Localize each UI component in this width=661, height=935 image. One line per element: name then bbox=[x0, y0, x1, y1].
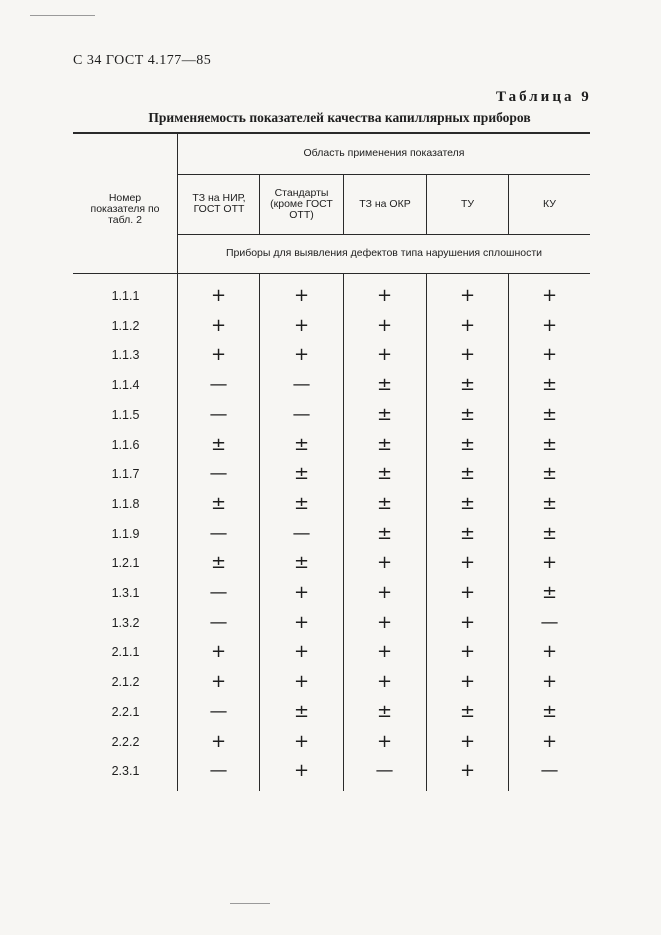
table-cell: — bbox=[209, 522, 228, 544]
table-cell: ± bbox=[459, 433, 476, 455]
table-cell: + bbox=[459, 552, 476, 574]
table-cell: + bbox=[459, 671, 476, 693]
table-cell: + bbox=[459, 344, 476, 366]
table-row bbox=[73, 638, 590, 668]
table-cell: + bbox=[376, 314, 393, 336]
table-cell: ± bbox=[376, 403, 393, 425]
header-row-id: Номер показателя по табл. 2 bbox=[90, 192, 160, 226]
table-cell: — bbox=[209, 582, 228, 603]
table-cell: — bbox=[540, 760, 559, 782]
table-cell: — bbox=[209, 403, 228, 425]
table-cell: + bbox=[210, 641, 227, 663]
table-cell: + bbox=[376, 730, 393, 752]
table-cell: ± bbox=[541, 463, 558, 485]
header-col-okr: ТЗ на ОКР bbox=[359, 198, 411, 210]
table-cell: ± bbox=[459, 522, 476, 544]
table-cell: ± bbox=[293, 552, 310, 574]
table-row bbox=[73, 431, 590, 461]
header-bottom-border bbox=[73, 273, 590, 274]
row-id: 1.1.8 bbox=[111, 496, 140, 511]
table-top-border bbox=[73, 132, 590, 134]
table-row bbox=[73, 757, 590, 787]
table-cell: + bbox=[210, 285, 227, 306]
table-row bbox=[73, 490, 590, 520]
table-cell: ± bbox=[541, 374, 558, 396]
table-cell: + bbox=[376, 611, 393, 633]
table-cell: ± bbox=[376, 433, 393, 455]
row-id: 1.1.1 bbox=[111, 289, 140, 303]
table-cell: — bbox=[209, 700, 228, 722]
table-cell: — bbox=[540, 611, 559, 633]
table-cell: ± bbox=[541, 433, 558, 455]
table-cell: + bbox=[541, 671, 558, 693]
table-cell: + bbox=[459, 582, 476, 603]
table-cell: + bbox=[459, 641, 476, 663]
table-cell: — bbox=[375, 760, 394, 782]
row-id: 1.3.1 bbox=[111, 586, 140, 600]
table-row bbox=[73, 520, 590, 550]
table-cell: + bbox=[293, 582, 310, 603]
scan-mark bbox=[30, 15, 95, 16]
row-id: 2.1.1 bbox=[111, 645, 140, 660]
page-header: С 34 ГОСТ 4.177—85 bbox=[73, 53, 212, 68]
table-cell: + bbox=[293, 671, 310, 693]
table-cell: + bbox=[541, 314, 558, 336]
table-row bbox=[73, 312, 590, 342]
table-cell: ± bbox=[376, 463, 393, 485]
row-id: 2.3.1 bbox=[111, 764, 140, 779]
table-cell: + bbox=[210, 671, 227, 693]
table-cell: ± bbox=[541, 522, 558, 544]
table-cell: — bbox=[209, 760, 228, 782]
table-cell: + bbox=[376, 344, 393, 366]
table-cell: ± bbox=[293, 700, 310, 722]
header-rule bbox=[178, 174, 590, 175]
table-cell: + bbox=[293, 314, 310, 336]
table-cell: + bbox=[459, 730, 476, 752]
header-col-tu: ТУ bbox=[460, 198, 475, 210]
table-row bbox=[73, 549, 590, 579]
column-divider bbox=[259, 174, 260, 234]
header-col-nir: ТЗ на НИР, ГОСТ ОТТ bbox=[192, 192, 246, 215]
table-cell: + bbox=[210, 730, 227, 752]
table-cell: ± bbox=[459, 492, 476, 514]
table-cell: + bbox=[293, 730, 310, 752]
table-cell: ± bbox=[459, 374, 476, 396]
table-cell: — bbox=[292, 374, 311, 396]
table-row bbox=[73, 371, 590, 401]
row-id: 1.1.9 bbox=[111, 526, 140, 541]
table-cell: + bbox=[376, 582, 393, 603]
table-cell: + bbox=[376, 552, 393, 574]
table-cell: + bbox=[541, 730, 558, 752]
table-cell: ± bbox=[210, 552, 227, 574]
table-cell: + bbox=[376, 285, 393, 306]
table-cell: + bbox=[376, 641, 393, 663]
table-cell: + bbox=[541, 641, 558, 663]
table-number: Таблица 9 bbox=[496, 89, 592, 105]
row-id: 2.2.2 bbox=[111, 734, 140, 749]
row-id: 1.1.6 bbox=[111, 437, 140, 452]
row-id: 1.1.5 bbox=[111, 407, 140, 422]
table-cell: — bbox=[292, 403, 311, 425]
table-row bbox=[73, 401, 590, 431]
table-cell: + bbox=[541, 344, 558, 366]
table-cell: + bbox=[459, 611, 476, 633]
table-cell: + bbox=[459, 314, 476, 336]
table-cell: + bbox=[210, 344, 227, 366]
table-row bbox=[73, 579, 590, 609]
table-cell: ± bbox=[293, 463, 310, 485]
row-id: 1.1.7 bbox=[111, 467, 140, 482]
table-cell: + bbox=[293, 344, 310, 366]
table-row bbox=[73, 282, 590, 312]
table-cell: ± bbox=[293, 433, 310, 455]
header-scope: Область применения показателя bbox=[303, 147, 465, 159]
table-cell: ± bbox=[210, 492, 227, 514]
table-row bbox=[73, 460, 590, 490]
table-cell: + bbox=[293, 285, 310, 306]
row-id: 1.1.4 bbox=[111, 378, 140, 393]
row-id: 1.2.1 bbox=[111, 556, 140, 571]
table-cell: ± bbox=[459, 403, 476, 425]
table-cell: + bbox=[293, 641, 310, 663]
table-cell: + bbox=[293, 760, 310, 782]
table-row bbox=[73, 668, 590, 698]
table-cell: + bbox=[459, 285, 476, 306]
table-cell: + bbox=[293, 611, 310, 633]
header-col-ku: КУ bbox=[543, 198, 556, 210]
table-cell: + bbox=[210, 314, 227, 336]
table-cell: ± bbox=[376, 492, 393, 514]
scan-mark bbox=[230, 903, 270, 904]
table-cell: + bbox=[541, 552, 558, 574]
header-rule bbox=[178, 234, 590, 235]
table-cell: ± bbox=[541, 582, 558, 603]
table-cell: — bbox=[292, 522, 311, 544]
table-cell: ± bbox=[376, 700, 393, 722]
table-cell: — bbox=[209, 611, 228, 633]
table-cell: ± bbox=[376, 522, 393, 544]
table-cell: + bbox=[376, 671, 393, 693]
row-id: 1.3.2 bbox=[111, 615, 140, 630]
table-cell: ± bbox=[541, 403, 558, 425]
table-cell: ± bbox=[541, 492, 558, 514]
header-col-standards: Стандарты (кроме ГОСТ ОТТ) bbox=[270, 187, 333, 221]
row-id: 1.1.2 bbox=[111, 318, 140, 333]
table-row bbox=[73, 728, 590, 758]
table-cell: ± bbox=[541, 700, 558, 722]
table-cell: ± bbox=[210, 433, 227, 455]
table-title: Применяемость показателей качества капиллярных приборов bbox=[148, 110, 531, 125]
table-cell: ± bbox=[376, 374, 393, 396]
row-id: 2.1.2 bbox=[111, 675, 140, 690]
header-subgroup: Приборы для выявления дефектов типа нарушения сплошности bbox=[225, 247, 543, 259]
table-row bbox=[73, 609, 590, 639]
table-cell: ± bbox=[459, 463, 476, 485]
table-cell: ± bbox=[293, 492, 310, 514]
table-cell: + bbox=[459, 760, 476, 782]
table-row bbox=[73, 698, 590, 728]
table-cell: — bbox=[209, 374, 228, 396]
table-cell: — bbox=[209, 463, 228, 485]
row-id: 2.2.1 bbox=[111, 704, 140, 719]
table-cell: ± bbox=[459, 700, 476, 722]
table-row bbox=[73, 341, 590, 371]
row-id: 1.1.3 bbox=[111, 348, 140, 363]
table-cell: + bbox=[541, 285, 558, 306]
